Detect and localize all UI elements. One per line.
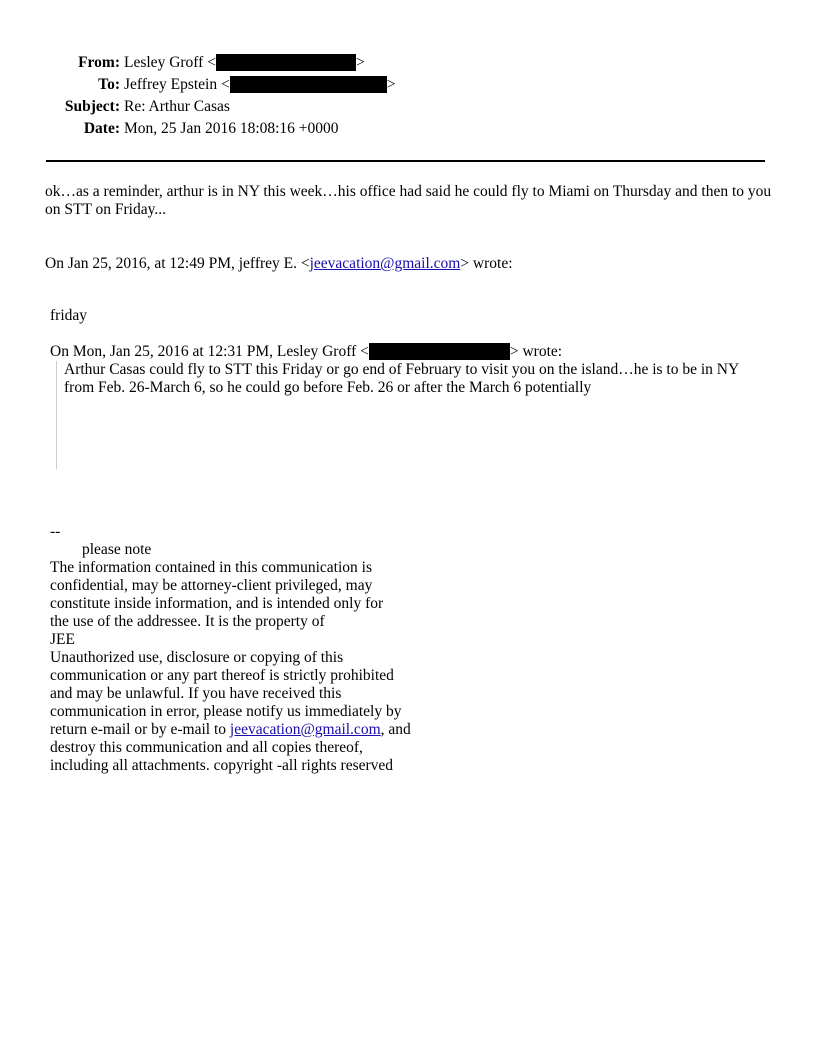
- redacted-email: [230, 76, 387, 93]
- from-close: >: [355, 54, 365, 71]
- to-label: To:: [98, 76, 120, 93]
- subject-label: Subject:: [64, 98, 120, 115]
- date-row: [0, 118, 339, 140]
- reply-text: [50, 307, 87, 325]
- redacted-email: [216, 54, 356, 71]
- disclaimer-line: and may be unlawful. If you have received this: [50, 685, 342, 702]
- quote-header-2: [50, 343, 562, 361]
- date-label: Date:: [83, 120, 120, 137]
- disclaimer-line: the use of the addressee. It is the property of: [50, 613, 325, 630]
- quote2-suffix: > wrote:: [509, 343, 563, 360]
- disclaimer-email-line: [50, 721, 470, 739]
- disclaimer-line: communication in error, please notify us immediately by: [50, 703, 402, 720]
- reply-word: friday: [50, 307, 88, 324]
- disclaimer-line: confidential, may be attorney-client privileged, may: [50, 577, 373, 594]
- to-name: Jeffrey Epstein <: [124, 76, 230, 93]
- disclaimer-line: JEE: [50, 631, 75, 648]
- signature-block: [50, 523, 470, 775]
- quote2-prefix: On Mon, Jan 25, 2016 at 12:31 PM, Lesley Groff <: [50, 343, 369, 360]
- email-line-prefix: return e-mail or by e-mail to: [50, 721, 230, 738]
- disclaimer-line: Unauthorized use, disclosure or copying of this: [50, 649, 344, 666]
- date-value: Mon, 25 Jan 2016 18:08:16 +0000: [124, 120, 339, 137]
- redacted-email: [369, 343, 510, 360]
- subject-value: Re: Arthur Casas: [124, 98, 230, 115]
- quote1-prefix: On Jan 25, 2016, at 12:49 PM, jeffrey E. <: [45, 255, 310, 272]
- signature-email-link[interactable]: jeevacation@gmail.com: [229, 721, 381, 738]
- message-body: [45, 183, 777, 219]
- please-note: please note: [82, 541, 152, 558]
- header-divider: [46, 160, 765, 162]
- from-row: [0, 52, 365, 74]
- disclaimer-line: including all attachments. copyright -all rights reserved: [50, 757, 394, 774]
- disclaimer-line: destroy this communication and all copies thereof,: [50, 739, 363, 756]
- subject-row: [0, 96, 230, 118]
- disclaimer-line: constitute inside information, and is intended only for: [50, 595, 384, 612]
- from-label: From:: [78, 54, 120, 71]
- email-line-suffix: , and: [380, 721, 411, 738]
- jeevacation-email-link[interactable]: jeevacation@gmail.com: [309, 255, 461, 272]
- quote-header-1: [45, 255, 513, 273]
- quote-bar: [56, 361, 57, 469]
- to-close: >: [386, 76, 396, 93]
- disclaimer-line: The information contained in this communication is: [50, 559, 372, 576]
- signature-dashes: --: [50, 523, 61, 540]
- message-text: ok…as a reminder, arthur is in NY this week…his office had said he could fly to Miami on Thursday and then to you on STT on Friday...: [45, 183, 772, 218]
- to-row: [0, 74, 395, 96]
- quoted-message: [64, 361, 770, 397]
- quote1-suffix: > wrote:: [460, 255, 513, 272]
- from-name: Lesley Groff <: [124, 54, 216, 71]
- disclaimer-line: communication or any part thereof is strictly prohibited: [50, 667, 394, 684]
- quoted-text: Arthur Casas could fly to STT this Friday or go end of February to visit you on the island…he is to be in NY from Feb. 26-March 6, so he could go before Feb. 26 or after the March 6 potentially: [64, 361, 739, 396]
